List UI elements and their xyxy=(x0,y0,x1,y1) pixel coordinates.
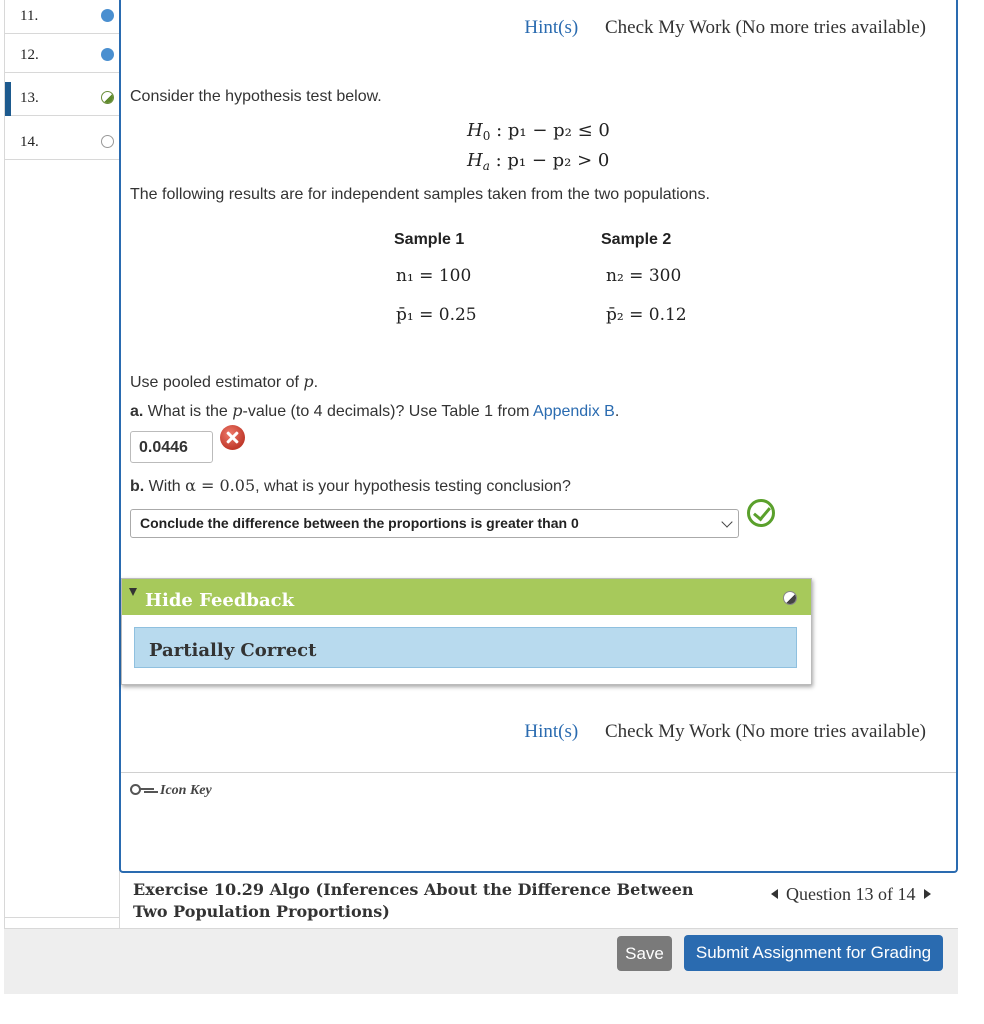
icon-key[interactable] xyxy=(130,783,212,799)
conclusion-selected-value: Conclude the difference between the proportions is greater than 0 xyxy=(140,515,579,531)
correct-icon xyxy=(747,499,775,527)
question-navigation xyxy=(4,0,120,928)
sample2-header: Sample 2 xyxy=(601,231,672,248)
partial-status-icon xyxy=(783,591,797,605)
part-a-question: a. What is the p-value (to 4 decimals)? Use Table 1 from Appendix B. xyxy=(130,401,620,420)
triangle-down-icon xyxy=(129,588,137,596)
question-nav-item-11[interactable] xyxy=(5,0,120,34)
feedback-status-box xyxy=(134,627,797,668)
question-number: 12. xyxy=(20,47,39,63)
sample1-size: n₁ = 100 xyxy=(396,266,472,286)
part-b-question: b. With α = 0.05, what is your hypothesis testing conclusion? xyxy=(130,476,571,495)
appendix-b-link[interactable]: Appendix B xyxy=(533,403,615,420)
sample1-header: Sample 1 xyxy=(394,231,465,248)
hint-link[interactable]: Hint(s) xyxy=(524,721,579,742)
check-my-work-label: Check My Work (No more tries available) xyxy=(604,721,926,742)
hint-link[interactable]: Hint(s) xyxy=(524,17,579,38)
submit-assignment-button[interactable]: Submit Assignment for Grading xyxy=(684,935,943,971)
question-number: 14. xyxy=(20,134,39,150)
null-hypothesis: $H_0$ : p₁ − p₂ ≤ 0 xyxy=(467,120,610,143)
previous-question-icon[interactable] xyxy=(771,889,778,899)
icon-key-label: Icon Key xyxy=(160,783,212,798)
question-panel xyxy=(119,0,958,873)
question-nav-item-14[interactable] xyxy=(5,126,120,160)
partial-status-icon xyxy=(101,91,114,104)
pooled-instruction: Use pooled estimator of p. xyxy=(130,372,319,391)
chevron-down-icon xyxy=(721,516,732,527)
question-intro: Consider the hypothesis test below. xyxy=(130,88,382,105)
top-hint-bar xyxy=(524,17,926,39)
alternative-hypothesis: $H_a$ : p₁ − p₂ > 0 xyxy=(467,150,610,173)
question-number: 11. xyxy=(20,8,39,24)
incorrect-icon xyxy=(220,425,245,450)
next-question-icon[interactable] xyxy=(924,889,931,899)
answered-status-icon xyxy=(101,48,114,61)
footer-bar xyxy=(4,928,958,994)
question-number: 13. xyxy=(20,90,39,106)
check-my-work-label: Check My Work (No more tries available) xyxy=(604,17,926,38)
sample2-proportion: p̄₂ = 0.12 xyxy=(606,305,687,325)
question-counter: Question 13 of 14 xyxy=(771,884,931,905)
hide-feedback-label: Hide Feedback xyxy=(145,590,295,611)
unanswered-status-icon xyxy=(101,135,114,148)
key-icon xyxy=(130,783,156,795)
sample1-proportion: p̄₁ = 0.25 xyxy=(396,305,477,325)
save-button[interactable]: Save xyxy=(617,936,672,971)
feedback-panel xyxy=(121,578,812,685)
sample2-size: n₂ = 300 xyxy=(606,266,682,286)
p-value-input[interactable]: 0.0446 xyxy=(130,431,213,463)
question-nav-item-12[interactable] xyxy=(5,39,120,73)
feedback-status: Partially Correct xyxy=(149,640,317,661)
icon-key-divider xyxy=(121,772,956,773)
samples-intro: The following results are for independent samples taken from the two populations. xyxy=(130,186,710,203)
question-nav-item-13[interactable] xyxy=(5,82,120,116)
nav-divider xyxy=(4,917,120,918)
feedback-toggle[interactable] xyxy=(122,579,811,615)
exercise-title: Exercise 10.29 Algo (Inferences About the Difference Between Two Population Proportions) xyxy=(133,880,694,921)
bottom-hint-bar xyxy=(524,721,926,743)
answered-status-icon xyxy=(101,9,114,22)
conclusion-select[interactable] xyxy=(130,509,739,538)
